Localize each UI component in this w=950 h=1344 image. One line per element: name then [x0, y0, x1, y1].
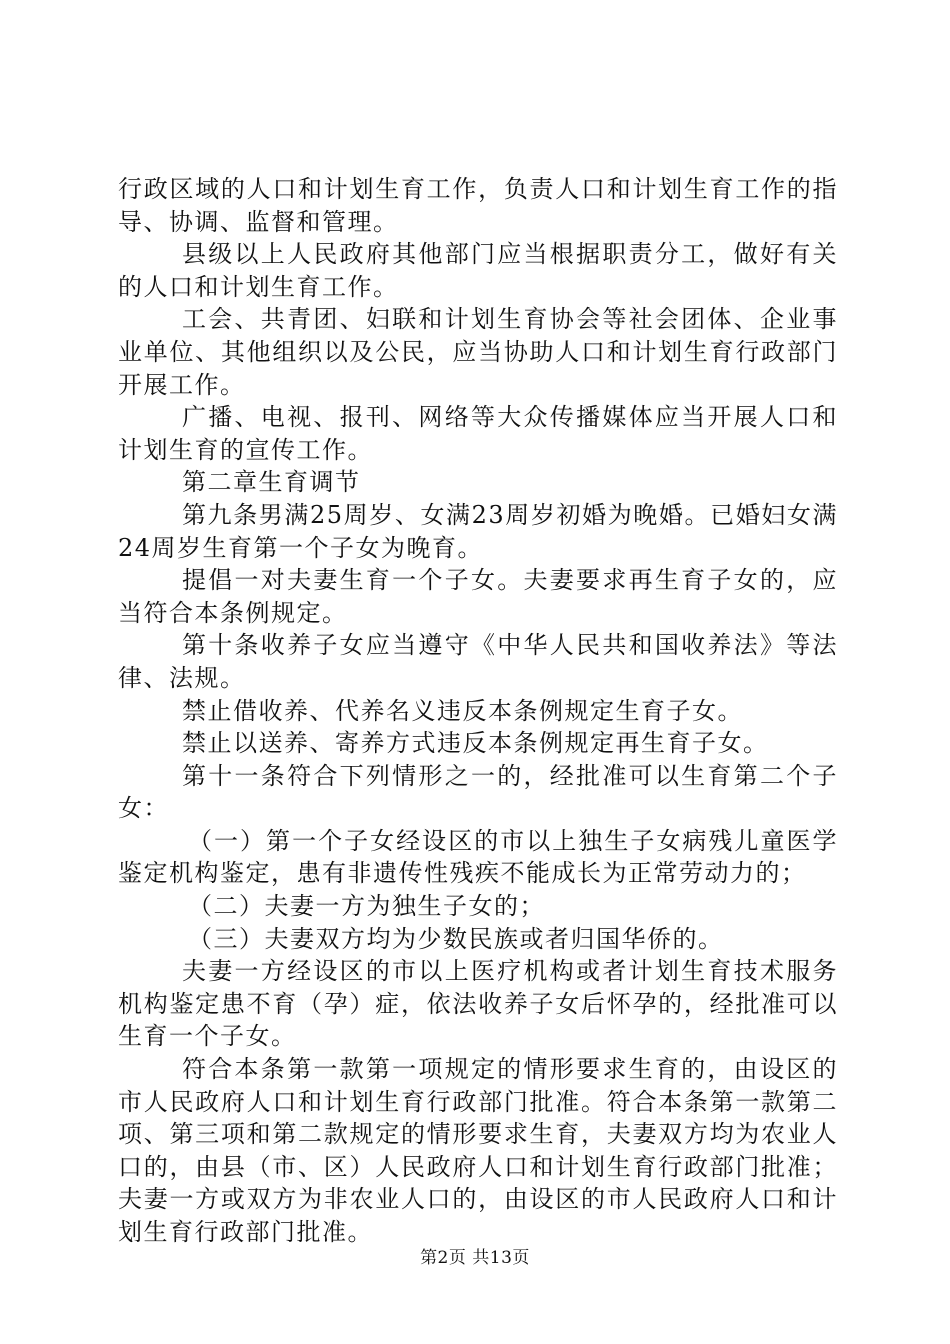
- page-number-footer: 第2页 共13页: [420, 1248, 530, 1268]
- list-item-3: （三）夫妻双方均为少数民族或者归国华侨的。: [188, 924, 724, 953]
- paragraph-15: 夫妻一方经设区的市以上医疗机构或者计划生育技术服务机构鉴定患不育（孕）症，依法收养子女后怀孕的，经批准可以生育一个子女。: [118, 957, 838, 1051]
- paragraph-16: 符合本条第一款第一项规定的情形要求生育的，由设区的市人民政府人口和计划生育行政部门批准。符合本条第一款第二项、第三项和第二款规定的情形要求生育，夫妻双方均为农业人口的，由县（市、区）人民政府人口和计划生育行政部门批准；夫妻一方或双方为非农业人口的，由设区的市人民政府人口和计划生育行政部门批准。: [118, 1055, 838, 1246]
- list-item-2: （二）夫妻一方为独生子女的；: [188, 892, 545, 921]
- article-11: 第十一条符合下列情形之一的，经批准可以生育第二个子女：: [118, 761, 838, 823]
- paragraph-4: 广播、电视、报刊、网络等大众传播媒体应当开展人口和计划生育的宣传工作。: [118, 403, 838, 464]
- paragraph-3: 工会、共青团、妇联和计划生育协会等社会团体、企业事业单位、其他组织以及公民，应当协助人口和计划生育行政部门开展工作。: [118, 305, 838, 399]
- document-body: [118, 173, 838, 1249]
- chapter-heading: 第二章生育调节: [182, 468, 361, 497]
- article-9: 第九条男满25周岁、女满23周岁初婚为晚婚。已婚妇女满24周岁生育第一个子女为晚育。: [118, 500, 838, 562]
- paragraph-10: 禁止以送养、寄养方式违反本条例规定再生育子女。: [182, 729, 769, 758]
- paragraph-1: 行政区域的人口和计划生育工作，负责人口和计划生育工作的指导、协调、监督和管理。: [118, 175, 838, 236]
- paragraph-2: 县级以上人民政府其他部门应当根据职责分工，做好有关的人口和计划生育工作。: [118, 240, 838, 301]
- paragraph-9: 禁止借收养、代养名义违反本条例规定生育子女。: [182, 696, 743, 725]
- article-10: 第十条收养子女应当遵守《中华人民共和国收养法》等法律、法规。: [118, 631, 838, 692]
- list-item-1: （一）第一个子女经设区的市以上独生子女病残儿童医学鉴定机构鉴定，患有非遗传性残疾不能成长为正常劳动力的；: [118, 826, 838, 888]
- paragraph-7: 提倡一对夫妻生育一个子女。夫妻要求再生育子女的，应当符合本条例规定。: [118, 566, 838, 627]
